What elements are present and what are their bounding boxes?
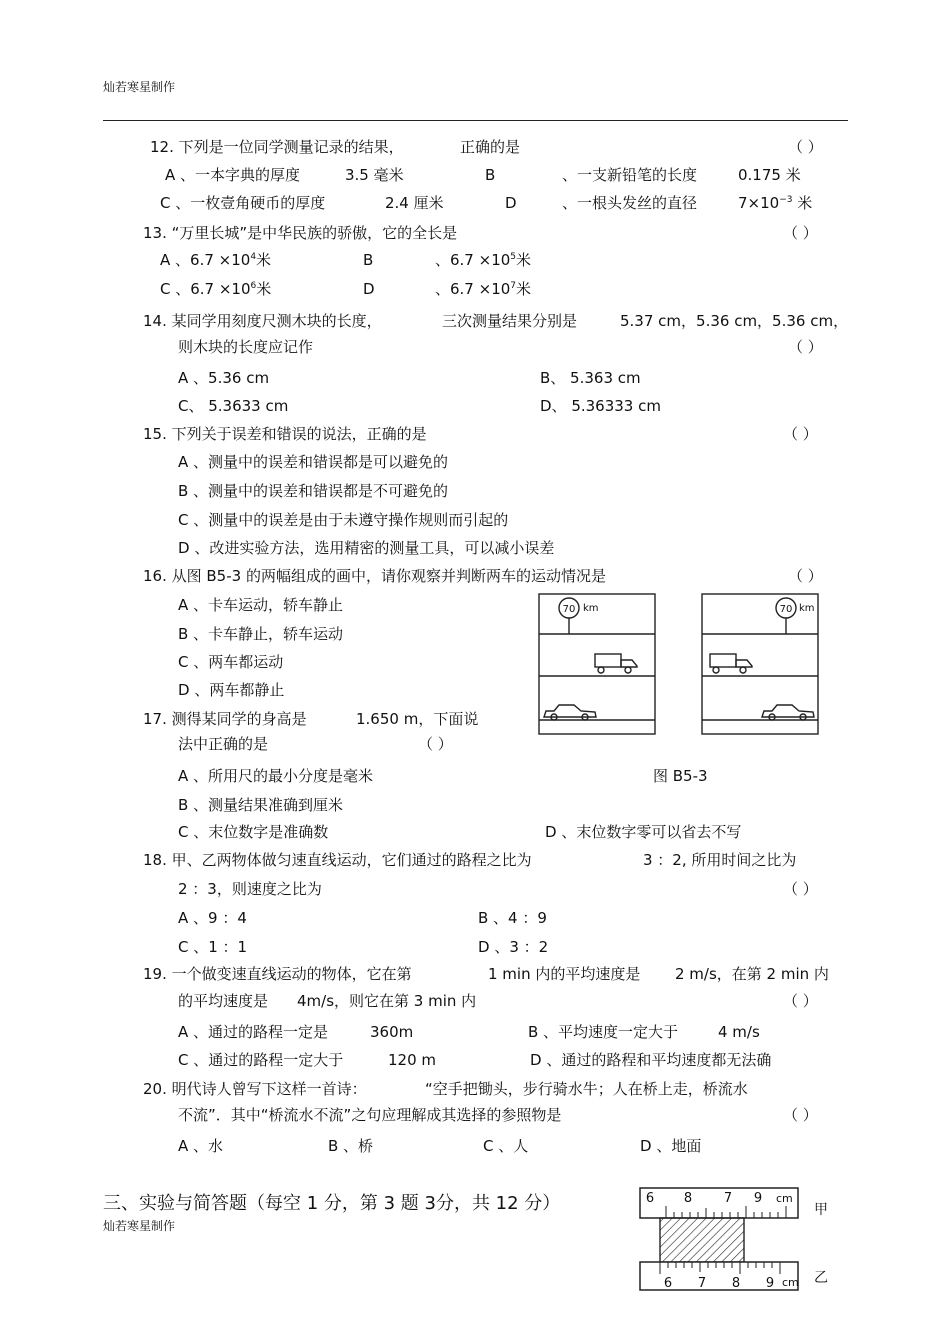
q14-option-d: D、 5.36333 cm	[540, 397, 661, 415]
q12-stem: 12. 下列是一位同学测量记录的结果，	[150, 138, 404, 156]
speed-sign-left-unit: km	[583, 603, 599, 614]
q20-option-d: D 、地面	[640, 1137, 702, 1155]
q15-option-d: D 、改进实验方法，选用精密的测量工具，可以减小误差	[178, 539, 555, 557]
q16-option-c: C 、两车都运动	[178, 653, 284, 671]
q15-option-c: C 、测量中的误差是由于未遵守操作规则而引起的	[178, 511, 509, 529]
q19-stem: 19. 一个做变速直线运动的物体，它在第	[143, 965, 412, 983]
q16-option-d: D 、两车都静止	[178, 681, 285, 699]
q17-bracket: （ ）	[418, 735, 453, 753]
header-maker: 灿若寒星制作	[103, 80, 176, 94]
q20-option-b: B 、桥	[328, 1137, 374, 1155]
q14-stem: 14. 某同学用刻度尺测木块的长度，	[143, 312, 382, 330]
ruler-bottom-unit: cm	[782, 1276, 799, 1289]
q14-stem-3: 5.37 cm，5.36 cm，5.36 cm，	[620, 312, 849, 330]
q19-bracket: （ ）	[783, 992, 818, 1010]
q20-option-a: A 、水	[178, 1137, 224, 1155]
truck-right-icon	[710, 654, 752, 673]
header-rule	[103, 120, 848, 121]
ruler-bottom	[640, 1262, 799, 1291]
q12-option-c: C 、一枚壹角硬币的厚度	[160, 194, 326, 212]
q12-option-d: 、一根头发丝的直径	[562, 194, 698, 212]
q13-bracket: （ ）	[783, 224, 818, 242]
q12-option-b-value: 0.175 米	[738, 166, 801, 184]
q12-option-c-value: 2.4 厘米	[385, 194, 444, 212]
q19-option-d: D 、通过的路程和平均速度都无法确	[530, 1051, 772, 1069]
q18-bracket: （ ）	[783, 880, 818, 898]
q19-stem-3: 2 m/s，在第 2 min 内	[675, 965, 829, 983]
figure-panel-right	[702, 594, 818, 734]
q19-option-c: C 、通过的路程一定大于	[178, 1051, 344, 1069]
q12-option-a-value: 3.5 毫米	[345, 166, 404, 184]
q20-stem: 20. 明代诗人曾写下这样一首诗：	[143, 1080, 367, 1098]
q16-bracket: （ ）	[788, 567, 823, 585]
truck-left-icon	[595, 654, 637, 673]
ruler-top-label-1: 6	[645, 1191, 655, 1206]
ruler-bottom-tag: 乙	[814, 1270, 828, 1286]
ruler-top-unit: cm	[776, 1192, 793, 1205]
q14-stem-4: 则木块的长度应记作	[178, 338, 314, 356]
q16-option-b: B 、卡车静止，轿车运动	[178, 625, 344, 643]
q19-stem-4: 的平均速度是	[178, 992, 269, 1010]
ruler-bottom-label-3: 8	[731, 1276, 741, 1291]
q19-option-b-value: 4 m/s	[718, 1023, 760, 1041]
q14-bracket: （ ）	[788, 338, 823, 356]
q18-stem-2: 3 ：2, 所用时间之比为	[643, 851, 797, 869]
q17-stem: 17. 测得某同学的身高是	[143, 710, 307, 728]
q19-option-b: B 、平均速度一定大于	[528, 1023, 679, 1041]
measured-block	[660, 1218, 744, 1262]
q17-option-d: D 、末位数字零可以省去不写	[545, 823, 742, 841]
figure-b5-3	[536, 590, 826, 740]
ruler-figure	[636, 1186, 842, 1294]
q13-option-a: A 、$6.7 \times 10^4$米	[160, 251, 272, 269]
q18-stem: 18. 甲、乙两物体做匀速直线运动，它们通过的路程之比为	[143, 851, 532, 869]
q12-option-b-letter: B	[485, 166, 496, 184]
ruler-top-label-4: 9	[753, 1191, 763, 1206]
q14-stem-2: 三次测量结果分别是	[442, 312, 578, 330]
figure-panel-left	[539, 594, 655, 734]
q12-bracket: （ ）	[788, 138, 823, 156]
q18-option-c: C 、1 ：1	[178, 938, 248, 956]
speed-sign-right-text: 70	[779, 604, 793, 615]
q17-option-b: B 、测量结果准确到厘米	[178, 796, 344, 814]
q17-option-c: C 、末位数字是准确数	[178, 823, 329, 841]
q17-stem-3: 法中正确的是	[178, 735, 269, 753]
q15-bracket: （ ）	[783, 425, 818, 443]
ruler-bottom-label-2: 7	[697, 1276, 707, 1291]
q12-option-d-letter: D	[505, 194, 517, 212]
q15-option-a: A 、测量中的误差和错误都是可以避免的	[178, 453, 449, 471]
footer-maker: 灿若寒星制作	[103, 1219, 176, 1233]
q16-option-a: A 、卡车运动，轿车静止	[178, 596, 344, 614]
q17-option-a: A 、所用尺的最小分度是毫米	[178, 767, 374, 785]
q16-stem: 16. 从图 B5-3 的两幅组成的画中，请你观察并判断两车的运动情况是	[143, 567, 606, 585]
q14-option-a: A 、5.36 cm	[178, 369, 270, 387]
q13-option-d: 、$6.7 \times 10^7$米	[435, 280, 532, 298]
ruler-top-label-2: 8	[683, 1191, 693, 1206]
q13-option-b: 、$6.7 \times 10^5$米	[435, 251, 532, 269]
q13-stem: 13. “万里长城”是中华民族的骄傲，它的全长是	[143, 224, 458, 242]
ruler-bottom-label-1: 6	[663, 1276, 673, 1291]
car-right-icon	[762, 705, 814, 720]
speed-sign-right-unit: km	[799, 603, 815, 614]
q13-option-d-letter: D	[363, 280, 375, 298]
ruler-top-label-3: 7	[723, 1191, 733, 1206]
q12-option-d-value: $7\times 10^{-3}$ 米	[738, 194, 813, 212]
q18-stem-3: 2 ：3，则速度之比为	[178, 880, 322, 898]
q20-stem-3: 不流”．其中“桥流水不流”之句应理解成其选择的参照物是	[178, 1106, 562, 1124]
q13-option-c: C 、$6.7 \times 10^6$米	[160, 280, 272, 298]
q14-option-c: C、 5.3633 cm	[178, 397, 289, 415]
ruler-bottom-label-4: 9	[765, 1276, 775, 1291]
q12-option-b: 、一支新铅笔的长度	[562, 166, 698, 184]
ruler-top-tag: 甲	[814, 1202, 828, 1218]
ruler-top	[640, 1188, 798, 1218]
q19-option-c-value: 120 m	[388, 1051, 437, 1069]
q20-option-c: C 、人	[483, 1137, 529, 1155]
q13-option-b-letter: B	[363, 251, 374, 269]
q12-stem-2: 正确的是	[460, 138, 521, 156]
section-3-title: 三、实验与简答题（每空 1 分，第 3 题 3分，共 12 分）	[103, 1193, 561, 1214]
q17-stem-2: 1.650 m，下面说	[356, 710, 479, 728]
q19-stem-5: 4m/s，则它在第 3 min 内	[297, 992, 477, 1010]
q19-option-a-value: 360m	[370, 1023, 414, 1041]
q15-option-b: B 、测量中的误差和错误都是不可避免的	[178, 482, 449, 500]
q12-option-a: A 、一本字典的厚度	[165, 166, 301, 184]
q19-stem-2: 1 min 内的平均速度是	[488, 965, 641, 983]
q18-option-a: A 、9 ：4	[178, 909, 247, 927]
q14-option-b: B、 5.363 cm	[540, 369, 641, 387]
q20-bracket: （ ）	[783, 1106, 818, 1124]
car-left-icon	[544, 705, 596, 720]
figure-caption: 图 B5-3	[653, 767, 708, 785]
speed-sign-left-text: 70	[562, 604, 576, 615]
q20-stem-2: “空手把锄头，步行骑水牛；人在桥上走，桥流水	[425, 1080, 748, 1098]
q19-option-a: A 、通过的路程一定是	[178, 1023, 329, 1041]
q15-stem: 15. 下列关于误差和错误的说法，正确的是	[143, 425, 427, 443]
q18-option-b: B 、4 ：9	[478, 909, 547, 927]
q18-option-d: D 、3 ：2	[478, 938, 549, 956]
